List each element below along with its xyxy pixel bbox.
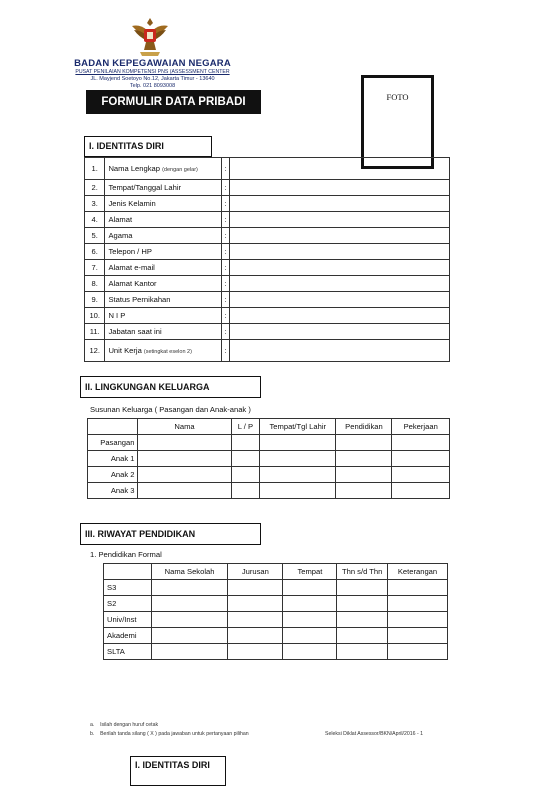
row-label: Akademi bbox=[104, 628, 152, 644]
row-colon: : bbox=[222, 308, 230, 324]
row-label bbox=[105, 244, 222, 260]
row-label-text: Nama Lengkap bbox=[108, 164, 160, 173]
row-label-text: Unit Kerja bbox=[108, 346, 142, 355]
identitas-row bbox=[85, 308, 450, 324]
row-label-text: Jabatan saat ini bbox=[108, 327, 162, 336]
row-number: 8. bbox=[85, 276, 105, 292]
row-value-field[interactable] bbox=[229, 244, 449, 260]
row-value-field[interactable] bbox=[229, 292, 449, 308]
identitas-row bbox=[85, 228, 450, 244]
identitas-row bbox=[85, 260, 450, 276]
footnote-b bbox=[90, 731, 249, 737]
identitas-row bbox=[85, 212, 450, 228]
cell-input[interactable] bbox=[231, 467, 260, 483]
cell-input[interactable] bbox=[151, 596, 227, 612]
row-colon: : bbox=[222, 196, 230, 212]
row-label bbox=[105, 292, 222, 308]
row-colon: : bbox=[222, 324, 230, 340]
cell-input[interactable] bbox=[151, 628, 227, 644]
cell-input[interactable] bbox=[336, 451, 392, 467]
cell-input[interactable] bbox=[392, 435, 450, 451]
row-number: 6. bbox=[85, 244, 105, 260]
next-page-section-title: I. IDENTITAS DIRI bbox=[130, 756, 226, 786]
row-label: Anak 3 bbox=[88, 483, 138, 499]
cell-input[interactable] bbox=[283, 612, 337, 628]
cell-input[interactable] bbox=[337, 612, 388, 628]
column-header: Pekerjaan bbox=[392, 419, 450, 435]
cell-input[interactable] bbox=[138, 467, 231, 483]
row-label: S3 bbox=[104, 580, 152, 596]
table-row bbox=[88, 451, 450, 467]
row-value-field[interactable] bbox=[229, 228, 449, 244]
table-header-row bbox=[88, 419, 450, 435]
photo-box[interactable] bbox=[361, 75, 434, 169]
identitas-row bbox=[85, 276, 450, 292]
table-row bbox=[104, 628, 448, 644]
pendidikan-table bbox=[103, 563, 448, 660]
row-number: 1. bbox=[85, 158, 105, 180]
cell-input[interactable] bbox=[231, 451, 260, 467]
row-label-text: Status Pernikahan bbox=[108, 295, 171, 304]
row-label: S2 bbox=[104, 596, 152, 612]
row-value-field[interactable] bbox=[229, 158, 449, 180]
table-row bbox=[88, 435, 450, 451]
garuda-emblem-icon bbox=[130, 14, 170, 58]
cell-input[interactable] bbox=[283, 580, 337, 596]
identitas-row bbox=[85, 324, 450, 340]
row-label: Pasangan bbox=[88, 435, 138, 451]
row-value-field[interactable] bbox=[229, 180, 449, 196]
org-name: BADAN KEPEGAWAIAN NEGARA bbox=[74, 58, 231, 69]
row-label bbox=[105, 228, 222, 244]
cell-input[interactable] bbox=[260, 483, 336, 499]
identitas-row bbox=[85, 292, 450, 308]
keluarga-table bbox=[87, 418, 450, 499]
column-header: Pendidikan bbox=[336, 419, 392, 435]
cell-input[interactable] bbox=[337, 596, 388, 612]
cell-input[interactable] bbox=[228, 596, 283, 612]
cell-input[interactable] bbox=[151, 644, 227, 660]
row-label bbox=[105, 276, 222, 292]
row-number: 5. bbox=[85, 228, 105, 244]
table-row bbox=[104, 580, 448, 596]
footnote-a-marker: a. bbox=[90, 722, 95, 728]
photo-label: FOTO bbox=[386, 92, 409, 102]
row-label: Anak 2 bbox=[88, 467, 138, 483]
cell-input[interactable] bbox=[336, 483, 392, 499]
row-colon: : bbox=[222, 276, 230, 292]
footnote-b-marker: b. bbox=[90, 731, 95, 737]
cell-input[interactable] bbox=[138, 483, 231, 499]
cell-input[interactable] bbox=[388, 628, 448, 644]
row-value-field[interactable] bbox=[229, 308, 449, 324]
identitas-row bbox=[85, 244, 450, 260]
row-number: 10. bbox=[85, 308, 105, 324]
column-header: Nama Sekolah bbox=[151, 564, 227, 580]
cell-input[interactable] bbox=[260, 467, 336, 483]
row-colon: : bbox=[222, 292, 230, 308]
row-label-text: Tempat/Tanggal Lahir bbox=[108, 183, 182, 192]
org-phone: Telp. 021 8093008 bbox=[129, 83, 176, 89]
identitas-row bbox=[85, 180, 450, 196]
table-header-row bbox=[104, 564, 448, 580]
cell-input[interactable] bbox=[337, 628, 388, 644]
cell-input[interactable] bbox=[138, 451, 231, 467]
cell-input[interactable] bbox=[283, 596, 337, 612]
pendidikan-subtitle: 1. Pendidikan Formal bbox=[90, 550, 162, 559]
row-colon: : bbox=[222, 260, 230, 276]
cell-input[interactable] bbox=[151, 580, 227, 596]
org-subtitle: PUSAT PENILAIAN KOMPETENSI PNS (ASSESSMENT CENTER bbox=[75, 69, 230, 75]
cell-input[interactable] bbox=[283, 644, 337, 660]
row-label bbox=[105, 260, 222, 276]
footnote-a bbox=[90, 722, 158, 728]
cell-input[interactable] bbox=[337, 580, 388, 596]
cell-input[interactable] bbox=[151, 612, 227, 628]
row-value-field[interactable] bbox=[229, 324, 449, 340]
page-reference: Seleksi Diklat Assessor/BKN/April/2016 - 1 bbox=[325, 731, 424, 737]
cell-input[interactable] bbox=[228, 628, 283, 644]
column-header: L / P bbox=[231, 419, 260, 435]
column-header: Tempat/Tgl Lahir bbox=[260, 419, 336, 435]
row-label-text: Jenis Kelamin bbox=[108, 199, 156, 208]
row-value-field[interactable] bbox=[229, 340, 449, 362]
row-label: Univ/Inst bbox=[104, 612, 152, 628]
column-header bbox=[104, 564, 152, 580]
row-label bbox=[105, 158, 222, 180]
row-value-field[interactable] bbox=[229, 276, 449, 292]
row-label-text: Alamat e-mail bbox=[108, 263, 155, 272]
column-header: Nama bbox=[138, 419, 231, 435]
row-value-field[interactable] bbox=[229, 196, 449, 212]
footnote-a-text: Isilah dengan huruf cetak bbox=[100, 722, 159, 728]
cell-input[interactable] bbox=[336, 435, 392, 451]
cell-input[interactable] bbox=[231, 435, 260, 451]
row-label-text: Agama bbox=[108, 231, 133, 240]
cell-input[interactable] bbox=[388, 644, 448, 660]
section-pendidikan-title: III. RIWAYAT PENDIDIKAN bbox=[80, 523, 261, 545]
row-label-note: (dengan gelar) bbox=[162, 167, 198, 173]
row-label bbox=[105, 180, 222, 196]
cell-input[interactable] bbox=[228, 612, 283, 628]
table-row bbox=[104, 644, 448, 660]
keluarga-subtitle: Susunan Keluarga ( Pasangan dan Anak-anak ) bbox=[90, 405, 251, 414]
cell-input[interactable] bbox=[138, 435, 231, 451]
column-header: Jurusan bbox=[228, 564, 283, 580]
row-label bbox=[105, 340, 222, 362]
cell-input[interactable] bbox=[228, 580, 283, 596]
row-number: 2. bbox=[85, 180, 105, 196]
cell-input[interactable] bbox=[388, 596, 448, 612]
row-label bbox=[105, 308, 222, 324]
row-colon: : bbox=[222, 244, 230, 260]
form-title: FORMULIR DATA PRIBADI bbox=[86, 90, 261, 114]
column-header: Tempat bbox=[283, 564, 337, 580]
row-colon: : bbox=[222, 228, 230, 244]
row-number: 11. bbox=[85, 324, 105, 340]
org-address: JL. Mayjend Soetoyo No.12, Jakarta Timur - 13640 bbox=[90, 76, 215, 82]
row-label-note: (setingkat eselon 2) bbox=[143, 349, 192, 355]
row-label-text: Alamat Kantor bbox=[108, 279, 157, 288]
cell-input[interactable] bbox=[388, 580, 448, 596]
identitas-row bbox=[85, 196, 450, 212]
cell-input[interactable] bbox=[392, 467, 450, 483]
row-label bbox=[105, 212, 222, 228]
row-value-field[interactable] bbox=[229, 212, 449, 228]
cell-input[interactable] bbox=[283, 628, 337, 644]
table-row bbox=[104, 612, 448, 628]
row-colon: : bbox=[222, 212, 230, 228]
column-header bbox=[88, 419, 138, 435]
cell-input[interactable] bbox=[336, 467, 392, 483]
cell-input[interactable] bbox=[337, 644, 388, 660]
cell-input[interactable] bbox=[388, 612, 448, 628]
row-colon: : bbox=[222, 340, 230, 362]
row-colon: : bbox=[222, 180, 230, 196]
row-label-text: N I P bbox=[108, 311, 126, 320]
cell-input[interactable] bbox=[260, 451, 336, 467]
row-label-text: Telepon / HP bbox=[108, 247, 152, 256]
identitas-row bbox=[85, 340, 450, 362]
column-header: Keterangan bbox=[388, 564, 448, 580]
row-number: 12. bbox=[85, 340, 105, 362]
footnote-b-text: Berilah tanda silang ( X ) pada jawaban untuk pertanyaan pilihan bbox=[100, 731, 249, 737]
table-row bbox=[88, 467, 450, 483]
row-number: 3. bbox=[85, 196, 105, 212]
row-label-text: Alamat bbox=[108, 215, 133, 224]
cell-input[interactable] bbox=[231, 483, 260, 499]
row-label: SLTA bbox=[104, 644, 152, 660]
identitas-row bbox=[85, 158, 450, 180]
section-identitas-title: I. IDENTITAS DIRI bbox=[84, 136, 212, 157]
row-number: 4. bbox=[85, 212, 105, 228]
column-header: Thn s/d Thn bbox=[337, 564, 388, 580]
table-row bbox=[104, 596, 448, 612]
row-label bbox=[105, 196, 222, 212]
section-keluarga-title: II. LINGKUNGAN KELUARGA bbox=[80, 376, 261, 398]
row-label bbox=[105, 324, 222, 340]
row-colon: : bbox=[222, 158, 230, 180]
row-number: 9. bbox=[85, 292, 105, 308]
cell-input[interactable] bbox=[228, 644, 283, 660]
table-row bbox=[88, 483, 450, 499]
cell-input[interactable] bbox=[392, 483, 450, 499]
row-label: Anak 1 bbox=[88, 451, 138, 467]
row-value-field[interactable] bbox=[229, 260, 449, 276]
identitas-table bbox=[84, 157, 450, 362]
row-number: 7. bbox=[85, 260, 105, 276]
cell-input[interactable] bbox=[392, 451, 450, 467]
cell-input[interactable] bbox=[260, 435, 336, 451]
